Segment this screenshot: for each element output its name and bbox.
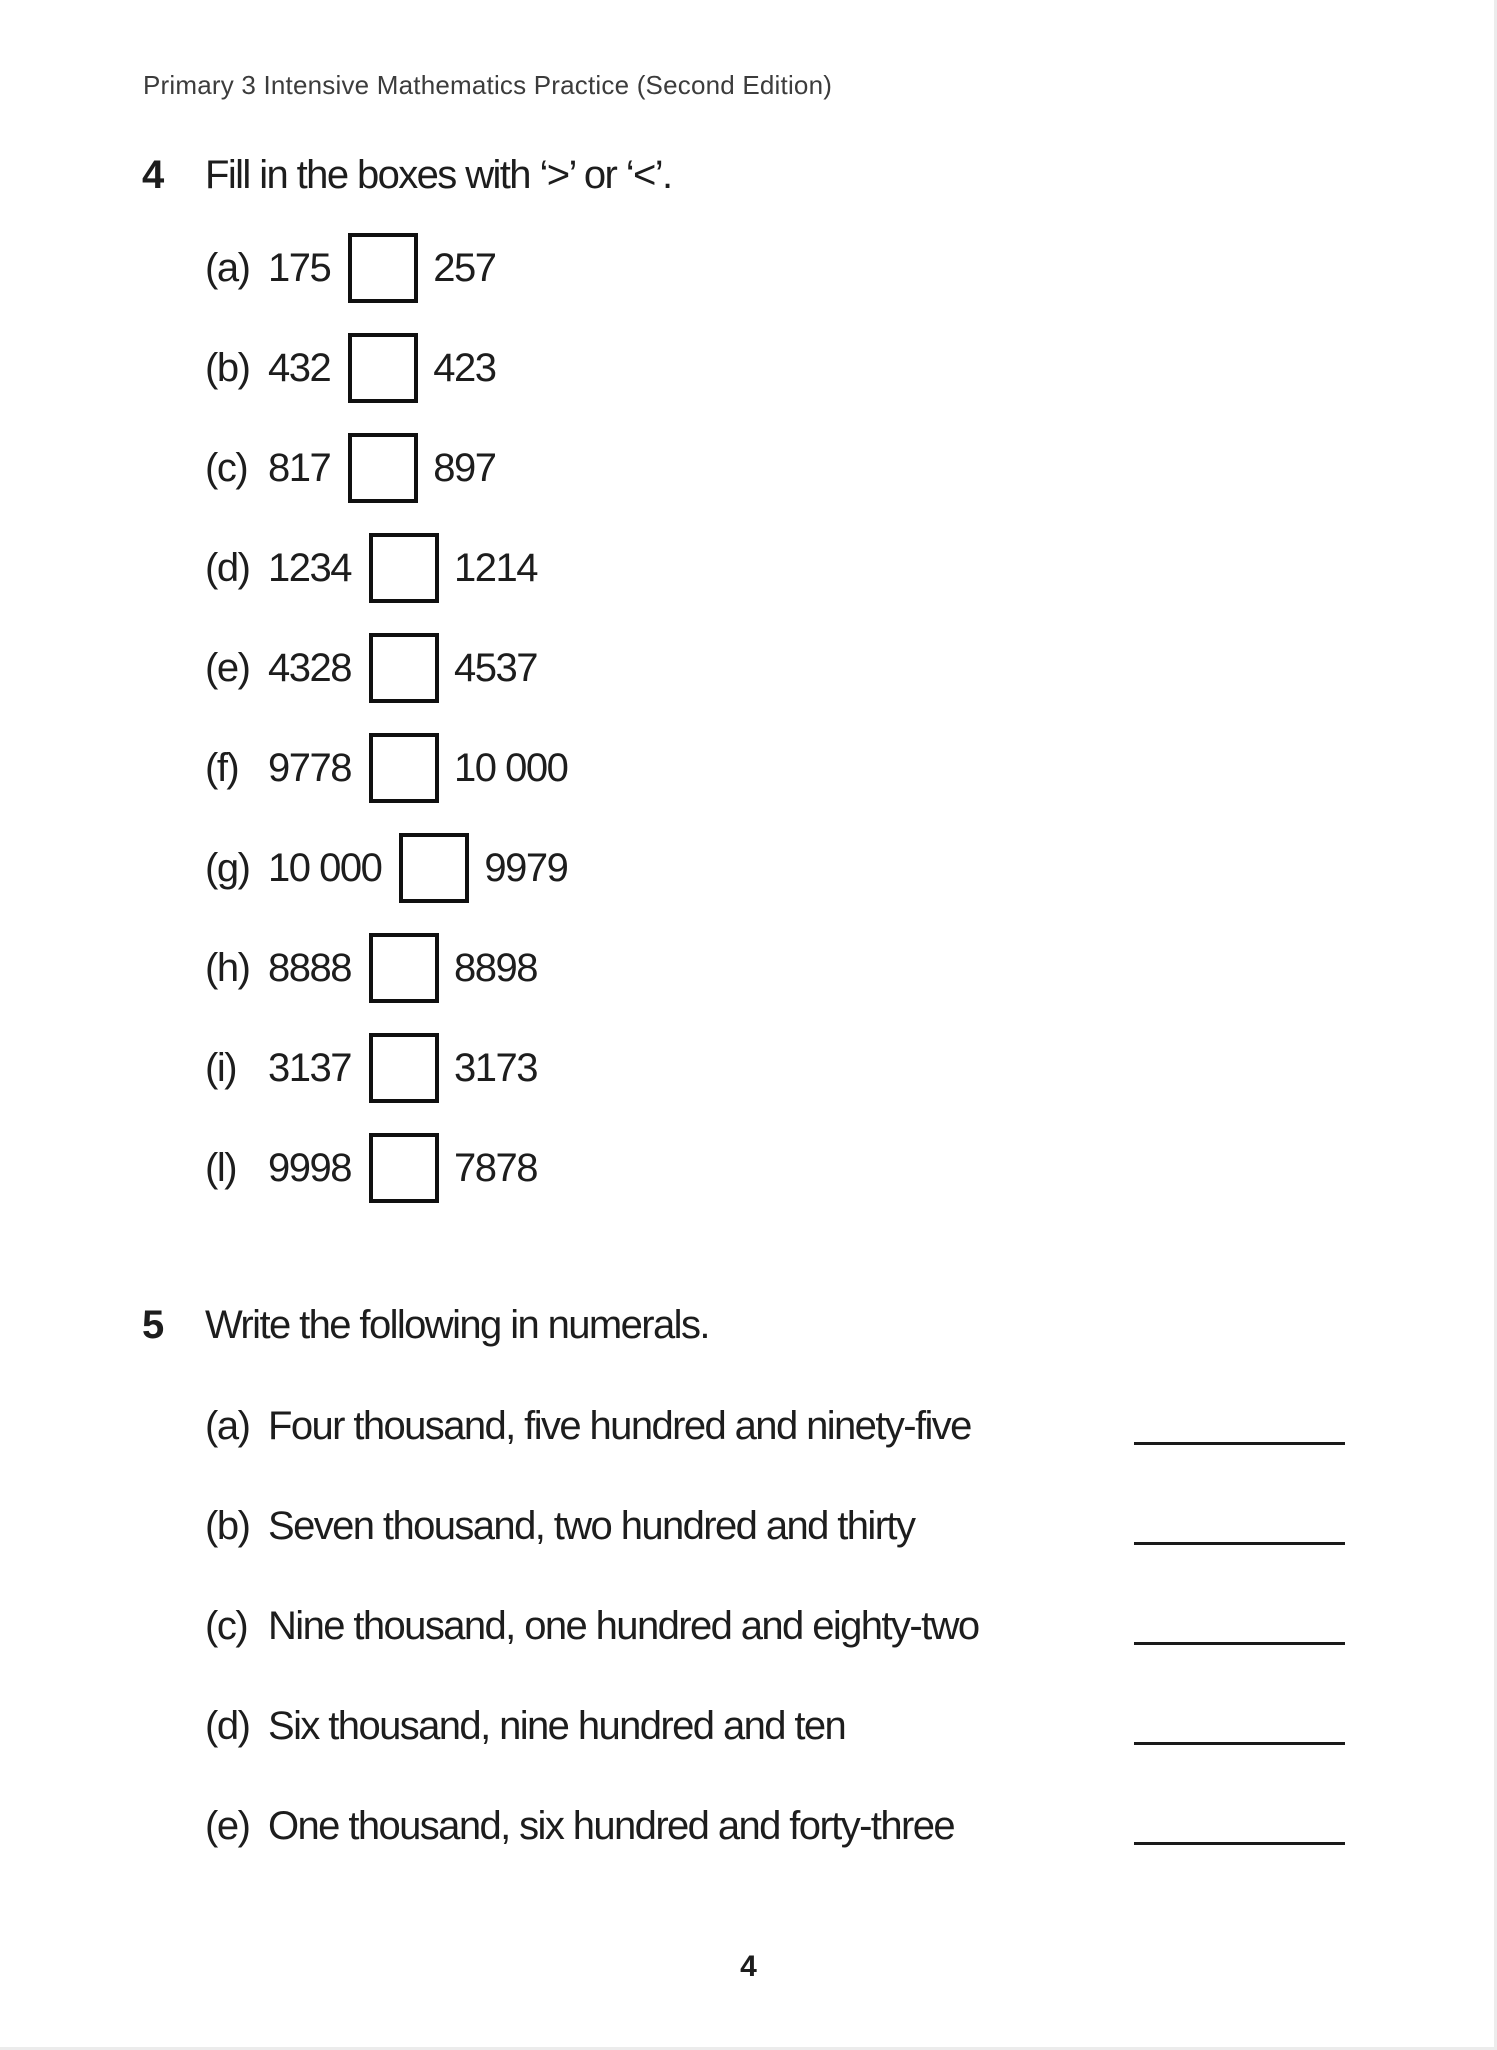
item-label: (e) bbox=[205, 1804, 250, 1848]
left-number: 4328 bbox=[268, 645, 351, 690]
comparison-answer-box[interactable] bbox=[348, 433, 418, 503]
comparison-answer-box[interactable] bbox=[369, 1133, 439, 1203]
page-number: 4 bbox=[740, 1950, 757, 1983]
left-number: 3137 bbox=[268, 1045, 351, 1090]
right-number: 10 000 bbox=[453, 745, 568, 790]
comparison-item-f bbox=[205, 733, 567, 803]
item-label: (c) bbox=[205, 1604, 248, 1648]
left-number: 175 bbox=[268, 245, 331, 290]
answer-line[interactable] bbox=[1134, 1842, 1345, 1845]
question-number: 4 bbox=[142, 153, 164, 197]
question-5-items bbox=[205, 1398, 1345, 1898]
comparison-answer-box[interactable] bbox=[348, 333, 418, 403]
comparison-answer-box[interactable] bbox=[399, 833, 469, 903]
question-4-items bbox=[205, 233, 567, 1233]
item-label: (b) bbox=[205, 1504, 250, 1548]
comparison-item-d bbox=[205, 533, 567, 603]
item-label: (d) bbox=[205, 1704, 250, 1748]
left-number: 9998 bbox=[268, 1145, 351, 1190]
comparison-answer-box[interactable] bbox=[348, 233, 418, 303]
number-words: Nine thousand, one hundred and eighty-two bbox=[268, 1604, 979, 1648]
answer-line[interactable] bbox=[1134, 1742, 1345, 1745]
right-number: 423 bbox=[433, 345, 496, 390]
left-number: 10 000 bbox=[268, 845, 382, 890]
comparison-answer-box[interactable] bbox=[369, 933, 439, 1003]
comparison-item-i bbox=[205, 1033, 567, 1103]
question-prompt: Fill in the boxes with ‘>’ or ‘<’. bbox=[205, 153, 672, 197]
numeral-item-d bbox=[205, 1698, 1345, 1754]
answer-line[interactable] bbox=[1134, 1642, 1345, 1645]
left-number: 817 bbox=[268, 445, 331, 490]
item-label: (a) bbox=[205, 245, 250, 290]
numeral-item-e bbox=[205, 1798, 1345, 1854]
book-title-header: Primary 3 Intensive Mathematics Practice (Second Edition) bbox=[143, 70, 833, 100]
number-words: Four thousand, five hundred and ninety-five bbox=[268, 1404, 971, 1448]
left-number: 1234 bbox=[268, 545, 351, 590]
comparison-answer-box[interactable] bbox=[369, 1033, 439, 1103]
question-number: 5 bbox=[142, 1303, 164, 1347]
comparison-item-b bbox=[205, 333, 567, 403]
right-number: 257 bbox=[433, 245, 496, 290]
right-number: 8898 bbox=[453, 945, 537, 990]
item-label: (b) bbox=[205, 345, 250, 390]
item-label: (a) bbox=[205, 1404, 250, 1448]
number-words: One thousand, six hundred and forty-three bbox=[268, 1804, 954, 1848]
item-label: (f) bbox=[205, 745, 239, 790]
right-number: 897 bbox=[433, 445, 496, 490]
comparison-item-l bbox=[205, 1133, 567, 1203]
item-label: (e) bbox=[205, 645, 250, 690]
comparison-item-a bbox=[205, 233, 567, 303]
numeral-item-b bbox=[205, 1498, 1345, 1554]
answer-line[interactable] bbox=[1134, 1542, 1345, 1545]
item-label: (d) bbox=[205, 545, 250, 590]
item-label: (c) bbox=[205, 445, 248, 490]
left-number: 8888 bbox=[268, 945, 351, 990]
question-5-header bbox=[142, 1303, 709, 1347]
comparison-answer-box[interactable] bbox=[369, 733, 439, 803]
numeral-item-a bbox=[205, 1398, 1345, 1454]
left-number: 9778 bbox=[268, 745, 351, 790]
right-number: 4537 bbox=[453, 645, 537, 690]
item-label: (i) bbox=[205, 1045, 237, 1090]
comparison-answer-box[interactable] bbox=[369, 633, 439, 703]
left-number: 432 bbox=[268, 345, 331, 390]
right-number: 1214 bbox=[453, 545, 537, 590]
right-number: 7878 bbox=[453, 1145, 537, 1190]
question-4-header bbox=[142, 153, 672, 197]
number-words: Six thousand, nine hundred and ten bbox=[268, 1704, 846, 1748]
numeral-item-c bbox=[205, 1598, 1345, 1654]
item-label: (h) bbox=[205, 945, 250, 990]
comparison-item-g bbox=[205, 833, 567, 903]
comparison-item-c bbox=[205, 433, 567, 503]
item-label: (l) bbox=[205, 1145, 237, 1190]
item-label: (g) bbox=[205, 845, 250, 890]
comparison-item-e bbox=[205, 633, 567, 703]
comparison-item-h bbox=[205, 933, 567, 1003]
comparison-answer-box[interactable] bbox=[369, 533, 439, 603]
right-number: 9979 bbox=[484, 845, 568, 890]
number-words: Seven thousand, two hundred and thirty bbox=[268, 1504, 915, 1548]
answer-line[interactable] bbox=[1134, 1442, 1345, 1445]
question-prompt: Write the following in numerals. bbox=[205, 1303, 709, 1347]
right-number: 3173 bbox=[453, 1045, 537, 1090]
